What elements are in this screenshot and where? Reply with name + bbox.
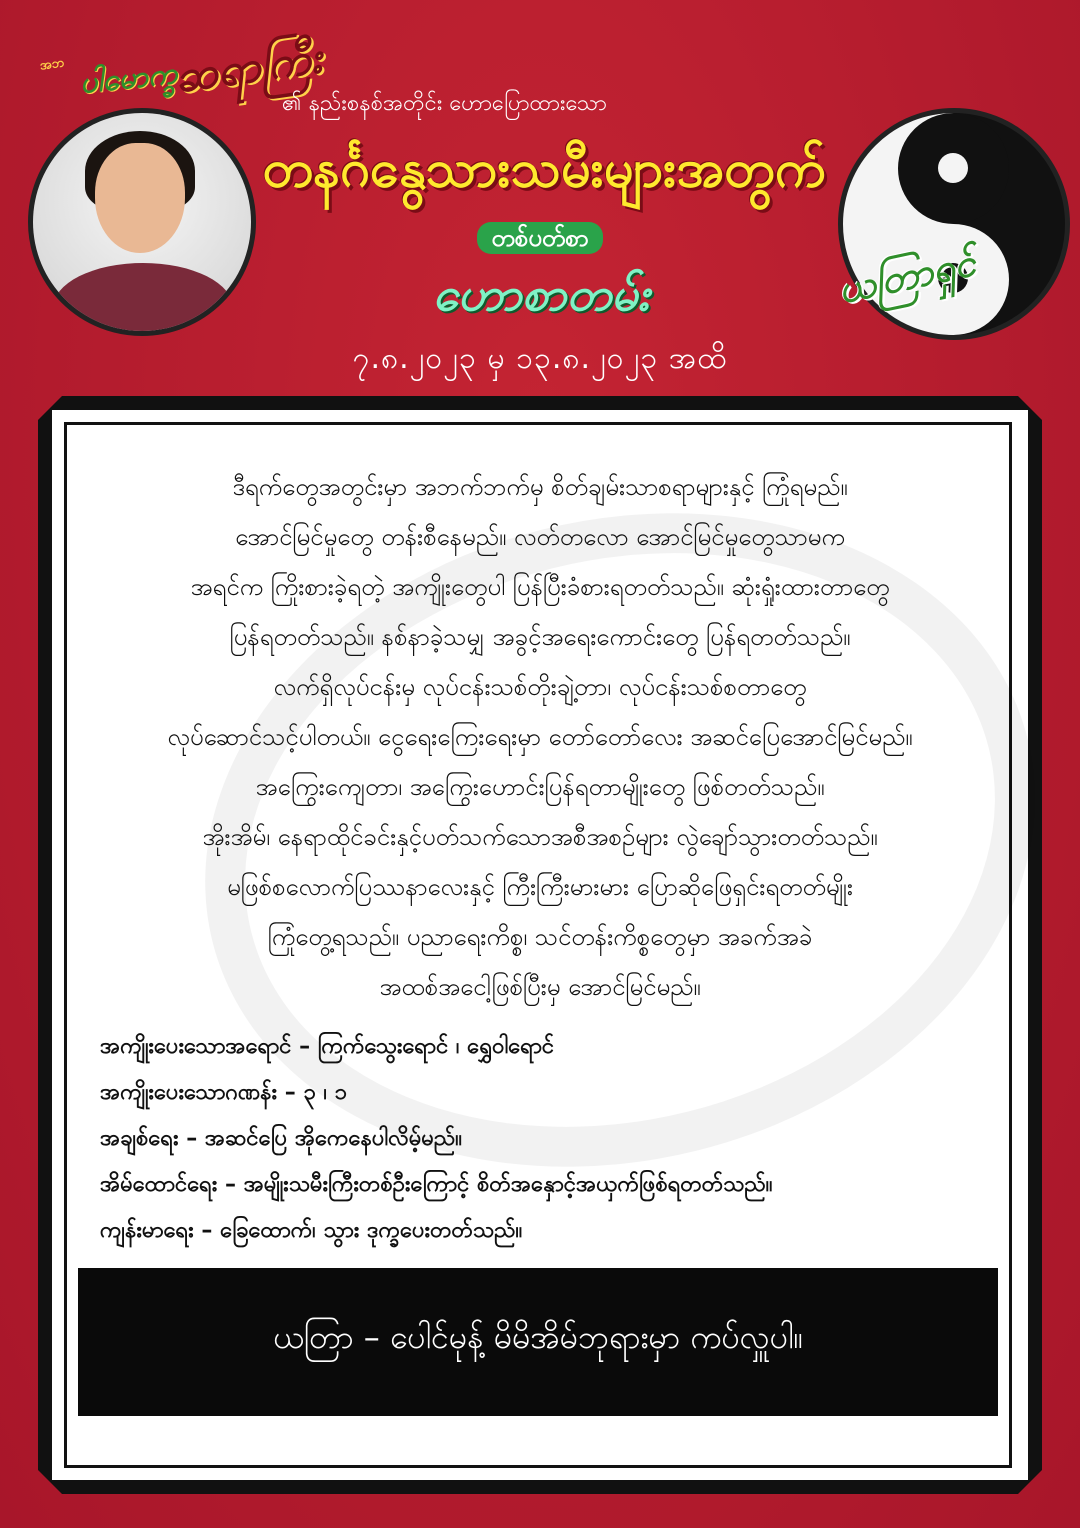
brand-green-text: ပါမောက္ခ [78,56,179,102]
body-line: လက်ရှိလုပ်ငန်းမှ လုပ်ငန်းသစ်တိုးချဲ့တာ၊ လုပ်ငန်းသစ်စတာတွေ [273,673,807,701]
body-line: အောင်မြင်မှုတွေ တန်းစီနေမည်။ လတ်တလော အောင်မြင်မှုတွေသာမက [235,523,845,551]
body-line: အရင်က ကြိုးစားခဲ့ရတဲ့ အကျိုးတွေပါ ပြန်ပြီးခံစားရတတ်သည်။ ဆုံးရှုံးထားတာတွေ [190,573,890,601]
love-forecast: အချစ်ရေး – အဆင်ပြေ အိုကေနေပါလိမ့်မည်။ [100,1126,462,1151]
body-text [68,462,1012,1012]
body-line: အကြွေးကျေတာ၊ အကြွေးဟောင်းပြန်ရတာမျိုးတွေ ဖြစ်တတ်သည်။ [255,773,825,801]
brand-red-text: ဆရာကြီး [171,32,325,104]
details-list [100,1024,1000,1254]
body-line: ကြုံတွေ့ရသည်။ ပညာရေးကိစ္စ၊ သင်တန်းကိစ္စတွေမှာ အခက်အခဲ [267,923,813,951]
lucky-number: အကျိုးပေးသောဂဏန်း – ၃ ၊ ၁ [100,1080,348,1105]
brand-small-text: အဘ [38,55,66,74]
page-title: တနင်္ဂနွေသားသမီးများအတွက် [262,139,826,199]
yadaya-text: ယတြာ – ပေါင်မုန့် မိမိအိမ်ဘုရားမှာ ကပ်လှူပါ။ [272,1318,804,1356]
body-line: ပြန်ရတတ်သည်။ နစ်နာခဲ့သမျှ အခွင့်အရေးကောင်းတွေ ပြန်ရတတ်သည်။ [229,623,851,651]
body-line: အိုးအိမ်၊ နေရာထိုင်ခင်းနှင့်ပတ်သက်သောအစီအစဉ်များ လွဲချော်သွားတတ်သည်။ [202,823,878,851]
header [0,0,1080,390]
weekly-label: တစ်ပတ်စာ [440,222,640,258]
body-line: မဖြစ်စလောက်ပြဿနာလေးနှင့် ကြီးကြီးမားမား ပြောဆိုဖြေရှင်းရတတ်မျိုး [227,873,853,901]
astrologer-portrait [28,108,256,336]
lucky-color: အကျိုးပေးသောအရောင် – ကြက်သွေးရောင် ၊ ရွှေဝါရောင် [100,1034,555,1059]
family-forecast: အိမ်ထောင်ရေး – အမျိုးသမီးကြီးတစ်ဦးကြောင့် စိတ်အနှောင့်အယှက်ဖြစ်ရတတ်သည်။ [100,1172,773,1197]
subtitle: ၏ နည်းစနစ်အတိုင်း ဟောပြောထားသော [282,91,607,116]
yadaya-banner [78,1268,998,1416]
body-line: ဒီရက်တွေအတွင်းမှာ အဘက်ဘက်မှ စိတ်ချမ်းသာစရာများနှင့် ကြုံရမည်။ [232,473,848,501]
body-line: အထစ်အငေါ့ဖြစ်ပြီးမှ အောင်မြင်မည်။ [379,973,701,1001]
body-line: လုပ်ဆောင်သင့်ပါတယ်။ ငွေရေးကြေးရေးမှာ တော်တော်လေး အဆင်ပြေအောင်မြင်မည်။ [167,723,913,751]
signature-logo: ယတြာရှင် [834,240,980,313]
date-range: ၇.၈.၂၀၂၃ မှ ၁၃.၈.၂၀၂၃ အထိ [352,341,728,376]
horoscope-body [68,456,1012,1012]
health-forecast: ကျန်းမာရေး – ခြေထောက်၊ သွား ဒုက္ခပေးတတ်သည်။ [100,1218,523,1243]
horoscope-script-title: ဟောစာတမ်း [432,267,650,321]
